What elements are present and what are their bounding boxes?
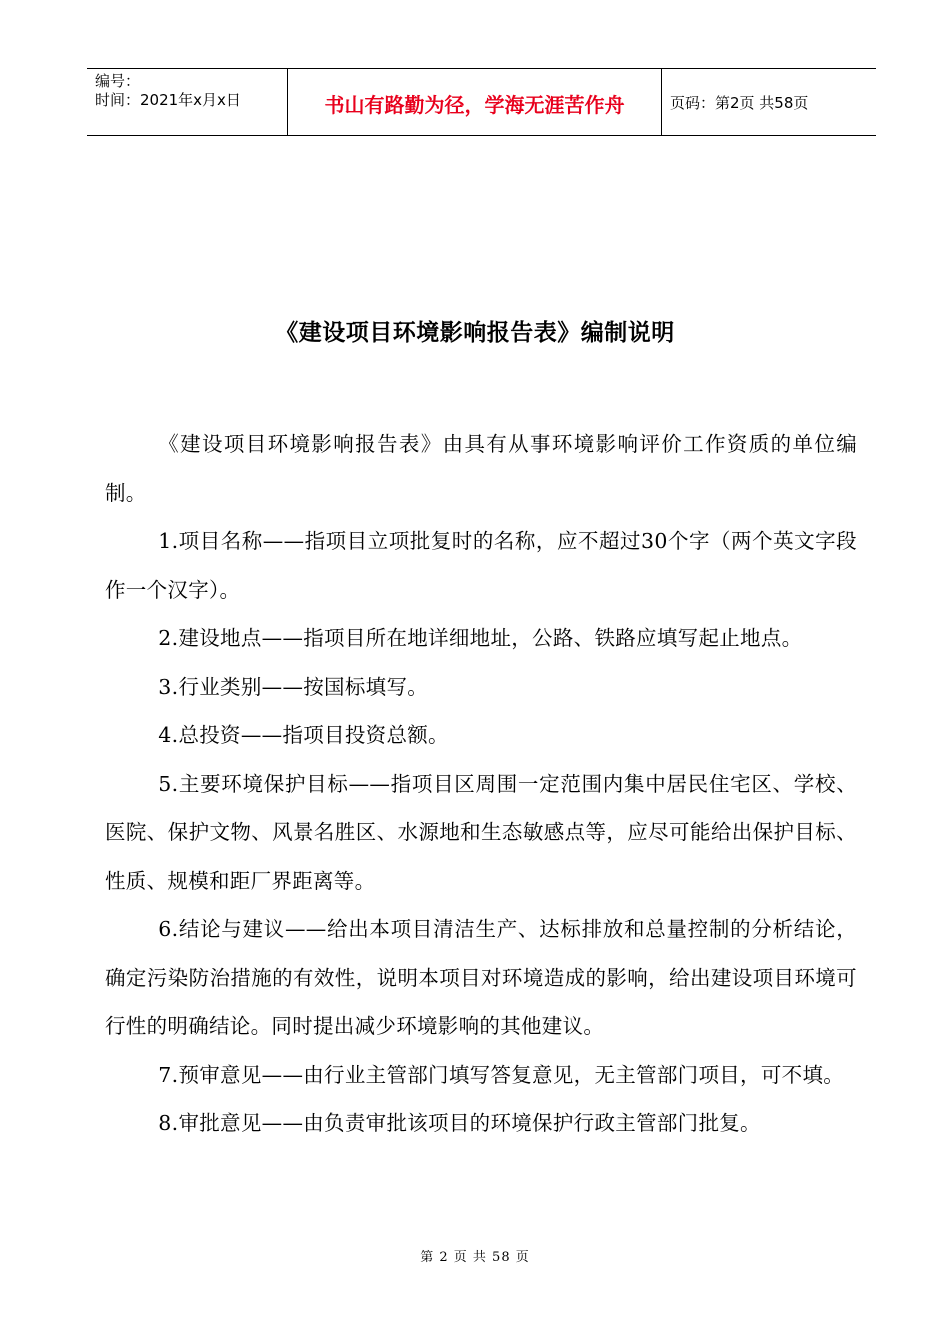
paragraph-item-3: 3.行业类别——按国标填写。 (158, 674, 429, 699)
paragraph-item-5: 5.主要环境保护目标——指项目区周围一定范围内集中居民住宅区、学校、医院、保护文物、风景名胜区、水源地和生态敏感点等，应尽可能给出保护目标、性质、规模和距厂界距离等。 (105, 771, 857, 893)
paragraph-item-8: 8.审批意见——由负责审批该项目的环境保护行政主管部门批复。 (158, 1111, 761, 1135)
paragraph-item-6: 6.结论与建议——给出本项目清洁生产、达标排放和总量控制的分析结论，确定污染防治措施的有效性，说明本项目对环境造成的影响，给出建设项目环境可行性的明确结论。同时提出减少环境影响的其他建议。 (105, 917, 857, 1038)
paragraph-intro: 《建设项目环境影响报告表》由具有从事环境影响评价工作资质的单位编制。 (105, 432, 857, 505)
header-meta (87, 69, 288, 135)
paragraph-item-7: 7.预审意见——由行业主管部门填写答复意见，无主管部门项目，可不填。 (158, 1062, 845, 1087)
paragraph-item-4: 4.总投资——指项目投资总额。 (158, 723, 449, 747)
paragraph-item-2: 2.建设地点——指项目所在地详细地址，公路、铁路应填写起止地点。 (158, 626, 803, 650)
header-motto-cell (288, 69, 662, 135)
document-title: 《建设项目环境影响报告表》编制说明 (275, 320, 675, 346)
serial-number-label: 编号： (95, 72, 141, 90)
paragraph-item-1: 1.项目名称——指项目立项批复时的名称，应不超过30个字（两个英文字段作一个汉字）。 (105, 529, 857, 602)
page-header (87, 68, 876, 136)
header-page-code (662, 69, 876, 135)
date-label: 时间：2021年x月x日 (95, 91, 241, 109)
document-body (105, 420, 857, 1148)
page-code-text: 页码：第2页 共58页 (670, 93, 809, 112)
page-footer: 第 2 页 共 58 页 (420, 1250, 530, 1265)
motto-text: 书山有路勤为径，学海无涯苦作舟 (324, 92, 625, 117)
